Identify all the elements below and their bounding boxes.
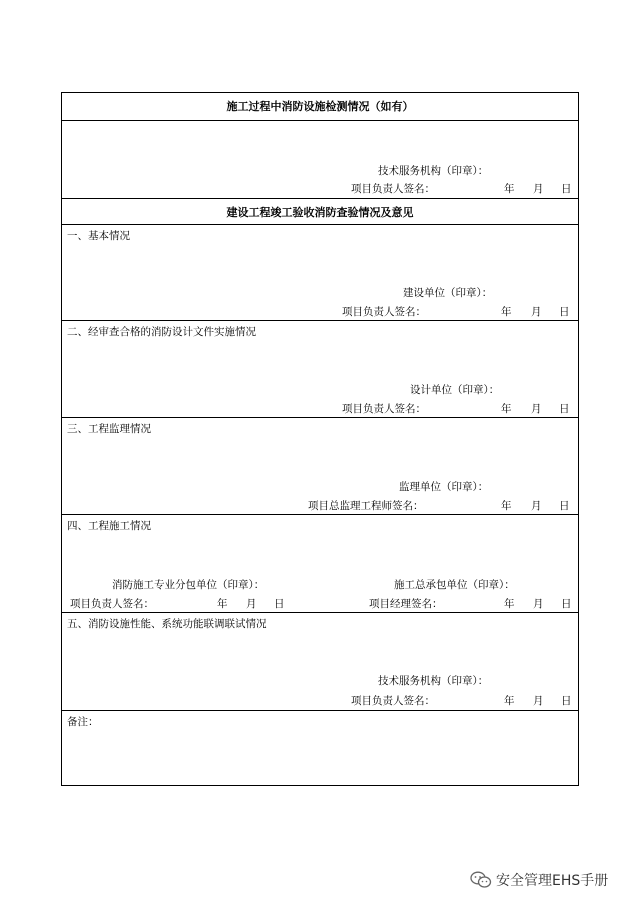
part4-sub-org-label: 消防施工专业分包单位（印章）：: [112, 579, 265, 591]
test-org-label: 技术服务机构（印章）：: [378, 165, 489, 177]
part5-sign-label: 项目负责人签名：: [351, 695, 435, 707]
divider: [62, 120, 578, 121]
part4-sub-year: 年: [217, 598, 228, 610]
test-year: 年: [504, 183, 515, 195]
section-acceptance-title: 建设工程竣工验收消防查验情况及意见: [226, 206, 414, 219]
part2-heading: 二、经审查合格的消防设计文件实施情况: [67, 326, 256, 338]
part4-main-month: 月: [533, 598, 544, 610]
part2-day: 日: [559, 403, 570, 415]
part5-year: 年: [504, 695, 515, 707]
test-month: 月: [533, 183, 544, 195]
part3-heading: 三、工程监理情况: [67, 423, 151, 435]
part3-day: 日: [559, 500, 570, 512]
part1-year: 年: [501, 306, 512, 318]
divider: [62, 417, 578, 418]
divider: [62, 710, 578, 711]
acceptance-form: [61, 92, 579, 786]
part1-day: 日: [559, 306, 570, 318]
part1-heading: 一、基本情况: [67, 230, 130, 242]
divider: [62, 198, 578, 199]
watermark: [470, 870, 608, 890]
part2-year: 年: [501, 403, 512, 415]
part3-sign-label: 项目总监理工程师签名：: [308, 500, 424, 512]
divider: [62, 514, 578, 515]
part4-main-org-label: 施工总承包单位（印章）：: [394, 579, 515, 591]
part5-org-label: 技术服务机构（印章）：: [378, 675, 489, 687]
part4-main-day: 日: [561, 598, 572, 610]
part2-sign-label: 项目负责人签名：: [342, 403, 426, 415]
part5-day: 日: [561, 695, 572, 707]
part2-month: 月: [531, 403, 542, 415]
part4-sub-sign-label: 项目负责人签名：: [70, 598, 154, 610]
part5-heading: 五、消防设施性能、系统功能联调联试情况: [67, 618, 267, 630]
part4-main-sign-label: 项目经理签名：: [369, 598, 443, 610]
part4-sub-day: 日: [274, 598, 285, 610]
wechat-icon: [470, 871, 492, 889]
part4-sub-month: 月: [246, 598, 257, 610]
test-day: 日: [561, 183, 572, 195]
divider: [62, 224, 578, 225]
part1-org-label: 建设单位（印章）：: [403, 287, 493, 299]
part1-month: 月: [531, 306, 542, 318]
watermark-text: 安全管理EHS手册: [496, 873, 609, 889]
part4-heading: 四、工程施工情况: [67, 520, 151, 532]
part3-year: 年: [501, 500, 512, 512]
part2-org-label: 设计单位（印章）：: [410, 384, 500, 396]
part4-main-year: 年: [504, 598, 515, 610]
remarks-label: 备注：: [67, 716, 99, 728]
part5-month: 月: [533, 695, 544, 707]
part1-sign-label: 项目负责人签名：: [342, 306, 426, 318]
test-sign-label: 项目负责人签名：: [351, 183, 435, 195]
section-test-title: 施工过程中消防设施检测情况（如有）: [226, 100, 414, 113]
part3-month: 月: [531, 500, 542, 512]
divider: [62, 612, 578, 613]
part3-org-label: 监理单位（印章）：: [399, 481, 489, 493]
divider: [62, 320, 578, 321]
